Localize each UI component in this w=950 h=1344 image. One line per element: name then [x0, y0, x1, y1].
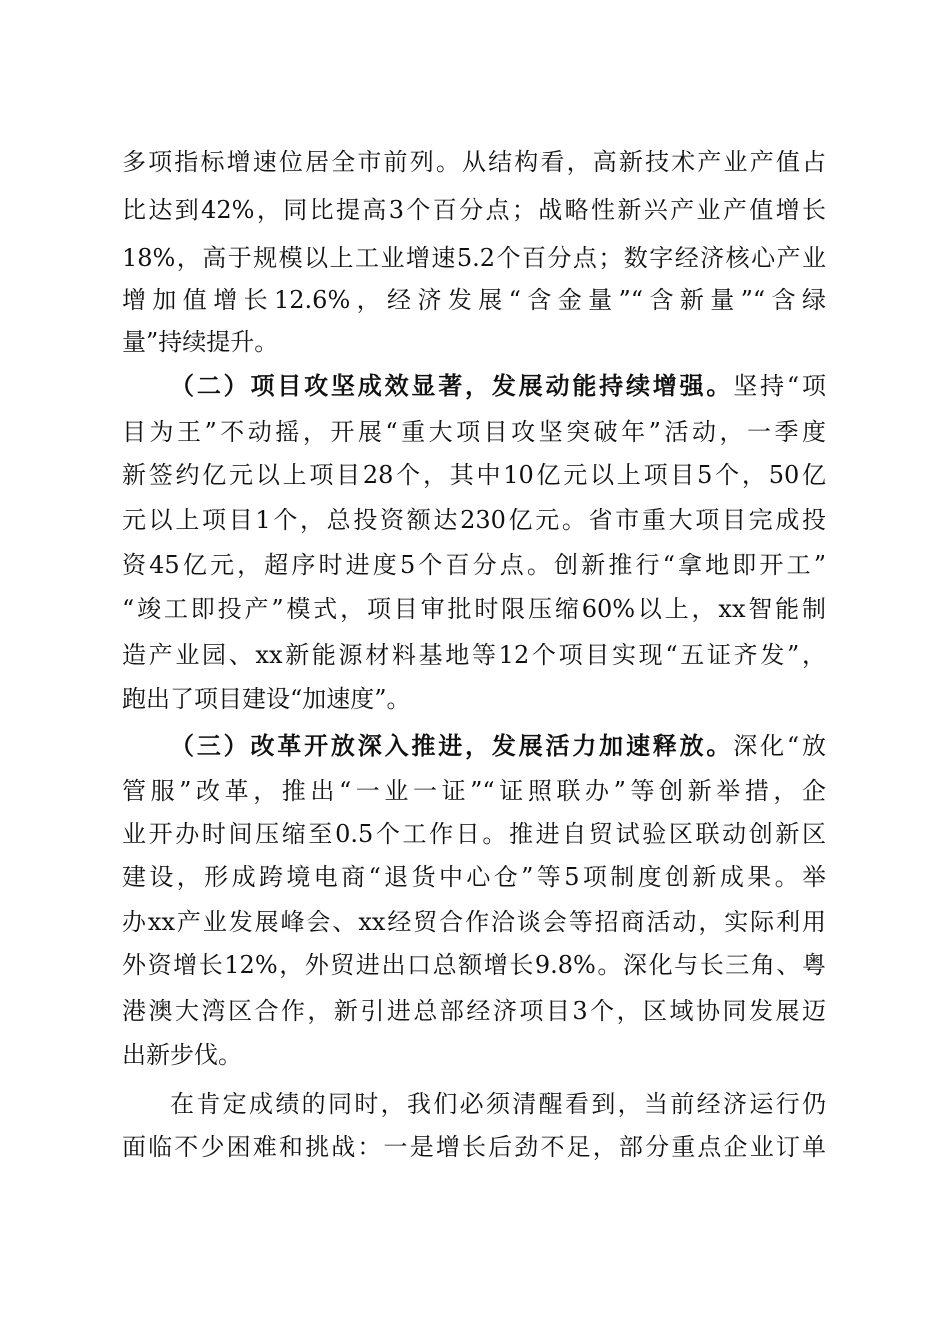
paragraph-line: 业开办时间压缩至0.5个工作日。推进自贸试验区联动创新区: [122, 820, 826, 848]
paragraph-line: 造产业园、xx新能源材料基地等12个项目实现“五证齐发”，: [122, 641, 826, 669]
paragraph-line: 量”持续提升。: [122, 328, 279, 356]
paragraph-line: 目为王”不动摇，开展“重大项目攻坚突破年”活动，一季度: [122, 418, 826, 446]
paragraph-line: 增加值增长12.6%，经济发展“含金量”“含新量”“含绿: [122, 286, 826, 314]
paragraph-line: 港澳大湾区合作，新引进总部经济项目3个，区域协同发展迈: [122, 997, 826, 1025]
paragraph-line: “竣工即投产”模式，项目审批时限压缩60%以上，xx智能制: [122, 595, 826, 623]
paragraph-line: 建设，形成跨境电商“退货中心仓”等5项制度创新成果。举: [122, 863, 826, 891]
section-heading-2-line: [170, 367, 826, 405]
paragraph-line: 18%，高于规模以上工业增速5.2个百分点；数字经济核心产业: [122, 244, 826, 272]
paragraph-text: 坚持“项: [733, 372, 826, 400]
paragraph-line: 面临不少困难和挑战：一是增长后劲不足，部分重点企业订单: [122, 1133, 826, 1161]
paragraph-line: 管服”改革，推出“一业一证”“证照联办”等创新举措，企: [122, 777, 826, 805]
paragraph-line: 跑出了项目建设“加速度”。: [122, 685, 411, 713]
paragraph-line: 办xx产业发展峰会、xx经贸合作洽谈会等招商活动，实际利用: [122, 908, 826, 936]
paragraph-line: 出新步伐。: [122, 1041, 242, 1069]
section-marker-3: （三）: [170, 731, 251, 760]
paragraph-line: 在肯定成绩的同时，我们必须清醒看到，当前经济运行仍: [170, 1090, 826, 1118]
section-heading-3-line: [170, 727, 826, 765]
paragraph-line: 外资增长12%，外贸进出口总额增长9.8%。深化与长三角、粤: [122, 951, 826, 979]
paragraph-line: 多项指标增速位居全市前列。从结构看，高新技术产业产值占: [122, 148, 826, 176]
section-heading-2: 项目攻坚成效显著，发展动能持续增强。: [250, 371, 734, 400]
section-marker-2: （二）: [170, 371, 251, 400]
section-heading-3: 改革开放深入推进，发展活力加速释放。: [250, 731, 734, 760]
paragraph-text: 深化“放: [733, 732, 826, 760]
paragraph-line: 元以上项目1个，总投资额达230亿元。省市重大项目完成投: [122, 506, 826, 534]
paragraph-line: 比达到42%，同比提高3个百分点；战略性新兴产业产值增长: [122, 196, 826, 224]
paragraph-line: 新签约亿元以上项目28个，其中10亿元以上项目5个，50亿: [122, 461, 826, 489]
paragraph-line: 资45亿元，超序时进度5个百分点。创新推行“拿地即开工”: [122, 551, 826, 579]
